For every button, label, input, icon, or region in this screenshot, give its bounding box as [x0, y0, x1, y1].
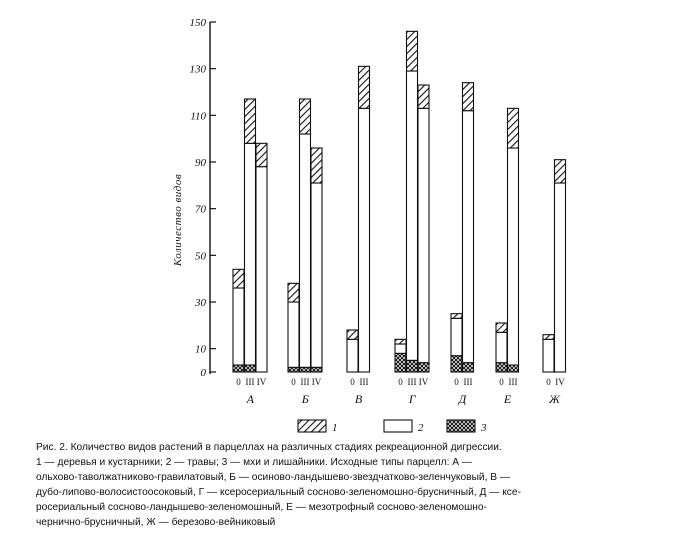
y-tick-label: 130 [189, 63, 206, 76]
axis-layer [172, 17, 216, 379]
y-tick-label: 30 [195, 297, 206, 309]
bar-segment-s2 [496, 332, 507, 362]
bar-segment-s2 [256, 167, 267, 372]
bar-segment-s2 [245, 143, 256, 365]
y-tick-label: 150 [189, 17, 206, 29]
stage-label: III [245, 377, 255, 387]
bar-segment-s3 [233, 365, 244, 372]
bar-segment-s1 [359, 66, 370, 108]
stage-label: 0 [291, 377, 296, 387]
stage-label: 0 [499, 377, 504, 387]
bar-segment-s2 [555, 183, 566, 372]
bar-segment-s1 [407, 31, 418, 71]
category-label: Б [301, 392, 309, 406]
category-label: Е [503, 392, 512, 406]
figure-caption [36, 440, 688, 530]
bar-segment-s3 [451, 356, 462, 372]
y-tick-label: 0 [200, 367, 206, 379]
bars-layer [233, 31, 566, 372]
stage-label: III [300, 377, 310, 387]
category-label: Ж [549, 392, 560, 406]
bar-segment-s1 [451, 314, 462, 319]
bar-segment-s2 [300, 134, 311, 367]
bar-segment-s3 [407, 360, 418, 372]
bar-segment-s2 [543, 339, 554, 372]
bar-segment-s2 [451, 318, 462, 355]
bar-segment-s2 [508, 148, 519, 365]
bar-segment-s3 [508, 365, 519, 372]
stage-label: III [407, 377, 417, 387]
legend-swatch-s1 [298, 420, 326, 432]
legend-swatch-s2 [384, 420, 412, 432]
legend-label: 3 [481, 422, 487, 434]
bar-segment-s1 [347, 330, 358, 339]
bar-segment-s2 [395, 344, 406, 353]
category-label: Д [458, 392, 467, 406]
bar-segment-s1 [256, 143, 267, 166]
caption-line: дубо-липово-волосистоосоковый, Г — ксеросериальный сосново-зеленомошно-брусничный, Д — ксе- [36, 487, 521, 498]
caption-line: росериальный сосново-ландышево-зеленомошный, Е — мезотрофный сосново-зеленомошно- [36, 502, 487, 513]
bar-segment-s1 [288, 283, 299, 302]
bar-segment-s2 [463, 111, 474, 363]
stage-label: IV [256, 377, 267, 387]
bar-segment-s1 [300, 99, 311, 134]
stage-label: IV [311, 377, 322, 387]
bar-segment-s3 [311, 367, 322, 372]
bar-segment-s3 [395, 353, 406, 372]
caption-line: чернично-брусничный, Ж — березово-вейниковый [36, 517, 276, 528]
bar-segment-s3 [496, 363, 507, 372]
bar-segment-s2 [347, 339, 358, 372]
bar-segment-s1 [418, 85, 429, 108]
bar-segment-s1 [311, 148, 322, 183]
labels-layer [236, 377, 565, 406]
bar-segment-s3 [418, 363, 429, 372]
legend-swatch-s3 [447, 420, 475, 432]
bar-segment-s2 [407, 71, 418, 360]
y-tick-label: 90 [195, 157, 206, 169]
stage-label: 0 [546, 377, 551, 387]
bar-segment-s2 [359, 108, 370, 372]
legend [298, 420, 487, 434]
stage-label: IV [555, 377, 565, 387]
bar-segment-s1 [245, 99, 256, 143]
caption-line: Рис. 2. Количество видов растений в парцеллах на различных стадиях рекреационной дигрессии. [36, 442, 502, 453]
bar-segment-s2 [418, 108, 429, 362]
bar-segment-s1 [233, 269, 244, 288]
bar-segment-s3 [463, 363, 474, 372]
bar-segment-s2 [311, 183, 322, 367]
category-label: А [246, 392, 254, 406]
legend-label: 1 [332, 422, 338, 434]
stage-label: 0 [454, 377, 459, 387]
y-tick-label: 10 [195, 343, 206, 356]
bar-segment-s2 [288, 302, 299, 367]
stage-label: III [508, 377, 518, 387]
caption-line: 1 — деревья и кустарники; 2 — травы; 3 — мхи и лишайники. Исходные типы парцелл: А — [36, 457, 473, 468]
bar-segment-s3 [245, 365, 256, 372]
bar-segment-s3 [288, 367, 299, 372]
stage-label: III [359, 377, 369, 387]
category-label: В [354, 392, 363, 406]
y-tick-label: 110 [190, 110, 206, 123]
stage-label: IV [418, 377, 429, 387]
bar-segment-s2 [233, 288, 244, 365]
bar-segment-s1 [463, 83, 474, 111]
bar-segment-s1 [543, 335, 554, 340]
stage-label: 0 [236, 377, 241, 387]
bar-segment-s1 [496, 323, 507, 332]
bar-segment-s1 [395, 339, 406, 344]
y-tick-label: 70 [195, 203, 206, 216]
bar-segment-s1 [555, 160, 566, 183]
stage-label: 0 [350, 377, 355, 387]
category-label: Г [408, 392, 416, 406]
y-tick-label: 50 [195, 250, 206, 263]
bar-segment-s3 [300, 367, 311, 372]
y-axis-label: Количество видов [172, 173, 184, 267]
stage-label: III [463, 377, 473, 387]
stage-label: 0 [398, 377, 403, 387]
legend-label: 2 [418, 422, 424, 434]
caption-line: ольхово-таволжатниково-гравилатовый, Б — осиново-ландышево-звездчатково-зеленчуковый, В — [36, 472, 511, 483]
bar-segment-s1 [508, 108, 519, 148]
